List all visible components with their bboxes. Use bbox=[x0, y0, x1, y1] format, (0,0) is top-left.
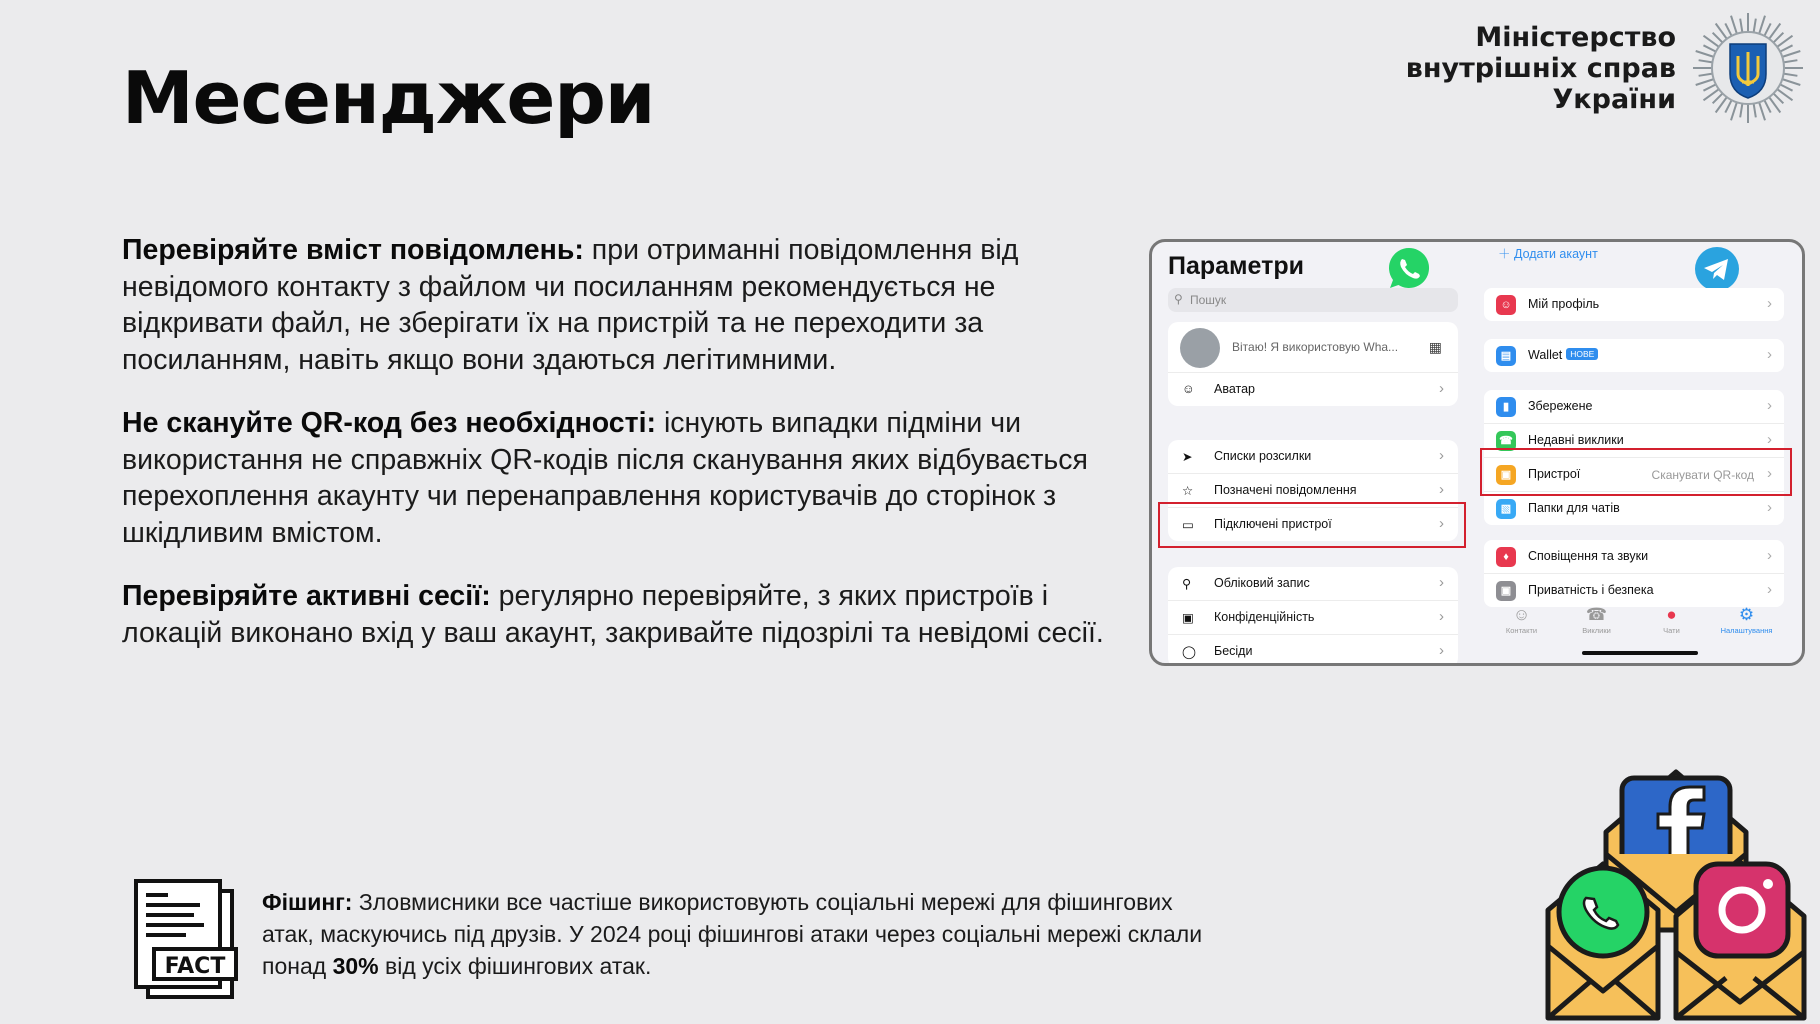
whatsapp-profile-card bbox=[1168, 322, 1458, 406]
phone-icon: ☎ bbox=[1496, 431, 1516, 451]
chevron-right-icon: › bbox=[1767, 547, 1772, 564]
chevron-right-icon: › bbox=[1439, 608, 1444, 625]
telegram-profile-card bbox=[1484, 288, 1784, 321]
instagram-envelope-icon bbox=[1676, 862, 1804, 1018]
telegram-logo-icon bbox=[1694, 246, 1740, 292]
telegram-item-label bbox=[1528, 348, 1598, 362]
highlight-devices bbox=[1480, 448, 1792, 496]
scan-qr-action[interactable]: Сканувати QR-код bbox=[1651, 468, 1754, 482]
wallet-label: Wallet bbox=[1528, 348, 1563, 362]
telegram-item-label: Сповіщення та звуки bbox=[1528, 549, 1649, 563]
phishing-text-end: від усіх фішингових атак. bbox=[378, 953, 652, 979]
section-text: існують випадки підміни чи використання не справжніх QR-кодів після сканування яких відбувається перехоплення акаунту чи перенаправлення користувачів до сторінок з шкідливим вмістом. bbox=[122, 407, 1088, 549]
whatsapp-item-label: Аватар bbox=[1214, 382, 1256, 396]
phishing-percent: 30% bbox=[332, 953, 379, 979]
settings-screenshot bbox=[1149, 239, 1805, 666]
telegram-item-label: Папки для чатів bbox=[1528, 501, 1620, 515]
tab-label: Виклики bbox=[1582, 626, 1611, 635]
tab-contacts[interactable] bbox=[1484, 604, 1559, 635]
whatsapp-item-label: Конфіденційність bbox=[1214, 610, 1315, 624]
page-title: Месенджери bbox=[122, 56, 655, 140]
profile-status: Вітаю! Я використовую Wha... bbox=[1232, 340, 1399, 354]
whatsapp-item-label: Бесіди bbox=[1214, 644, 1253, 658]
add-account-label: Додати акаунт bbox=[1513, 247, 1598, 261]
lock-icon: ▣ bbox=[1182, 611, 1194, 625]
tab-calls[interactable] bbox=[1559, 604, 1634, 635]
tab-settings[interactable] bbox=[1709, 604, 1784, 635]
folder-icon: ▧ bbox=[1496, 499, 1516, 519]
gear-icon: ⚙ bbox=[1738, 605, 1755, 624]
add-account-button[interactable] bbox=[1498, 244, 1598, 262]
whatsapp-settings-pane bbox=[1152, 242, 1474, 663]
lock-icon: ▣ bbox=[1496, 581, 1516, 601]
chevron-right-icon: › bbox=[1767, 465, 1772, 482]
contacts-icon: ☺ bbox=[1512, 605, 1531, 624]
telegram-item-folders[interactable] bbox=[1484, 492, 1784, 525]
whatsapp-item-label: Підключені пристрої bbox=[1214, 517, 1332, 531]
telegram-settings-pane bbox=[1484, 242, 1802, 663]
chevron-right-icon: › bbox=[1767, 346, 1772, 363]
chevron-right-icon: › bbox=[1767, 499, 1772, 516]
telegram-item-label: Пристрої bbox=[1528, 467, 1581, 481]
highlight-linked-devices bbox=[1158, 502, 1466, 548]
search-placeholder: Пошук bbox=[1190, 293, 1227, 307]
whatsapp-item-privacy[interactable] bbox=[1168, 601, 1458, 635]
section-text: при отриманні повідомлення від невідомого контакту з файлом чи посиланням рекомендується не відкривати файл, не зберігати їх на пристрій та не переходити за посиланням, навіть якщо вони здаються легітимними. bbox=[122, 234, 1019, 376]
devices-icon: ▣ bbox=[1496, 465, 1516, 485]
whatsapp-item-account[interactable] bbox=[1168, 567, 1458, 601]
whatsapp-item-chats[interactable] bbox=[1168, 635, 1458, 666]
plus-icon: ＋ bbox=[1498, 247, 1514, 261]
key-icon: ⚲ bbox=[1182, 577, 1192, 591]
telegram-item-privacy[interactable] bbox=[1484, 574, 1784, 607]
ministry-emblem-icon bbox=[1692, 12, 1804, 124]
avatar bbox=[1180, 328, 1220, 368]
telegram-item-saved[interactable] bbox=[1484, 390, 1784, 424]
tab-chats[interactable] bbox=[1634, 604, 1709, 635]
section-heading: Перевіряйте активні сесії: bbox=[122, 580, 491, 612]
ministry-line-2: внутрішніх справ bbox=[1405, 53, 1676, 84]
tab-label: Контакти bbox=[1505, 626, 1538, 635]
info-section-qr bbox=[122, 405, 1132, 551]
new-badge: НОВЕ bbox=[1566, 348, 1598, 360]
telegram-item-label: Приватність і безпека bbox=[1528, 583, 1654, 597]
telegram-item-notifications[interactable] bbox=[1484, 540, 1784, 574]
chevron-right-icon: › bbox=[1439, 447, 1444, 464]
chats-icon: ● bbox=[1666, 605, 1677, 624]
chevron-right-icon: › bbox=[1439, 642, 1444, 659]
telegram-wallet-card bbox=[1484, 339, 1784, 372]
bell-icon: ♦ bbox=[1496, 547, 1516, 567]
home-indicator bbox=[1582, 651, 1698, 655]
tab-label: Чати bbox=[1663, 626, 1680, 635]
telegram-item-label: Мій профіль bbox=[1528, 297, 1600, 311]
laptop-icon: ▭ bbox=[1182, 518, 1194, 532]
chevron-right-icon: › bbox=[1767, 397, 1772, 414]
whatsapp-search-input[interactable] bbox=[1168, 288, 1458, 312]
bookmark-icon: ▮ bbox=[1496, 397, 1516, 417]
whatsapp-item-avatar[interactable] bbox=[1168, 373, 1458, 406]
info-section-messages bbox=[122, 232, 1132, 378]
fact-document-icon bbox=[132, 877, 240, 1003]
whatsapp-item-broadcast[interactable] bbox=[1168, 440, 1458, 474]
qr-code-icon[interactable]: ▦ bbox=[1428, 339, 1442, 355]
chat-bubble-icon: ◯ bbox=[1182, 645, 1196, 659]
telegram-item-label: Збережене bbox=[1528, 399, 1593, 413]
chevron-right-icon: › bbox=[1439, 515, 1444, 532]
section-text: регулярно перевіряйте, з яких пристроїв і локацій виконано вхід у ваш акаунт, закривайте підозрілі та невідомі сесії. bbox=[122, 580, 1104, 649]
megaphone-icon: ➤ bbox=[1182, 450, 1193, 464]
section-heading: Перевіряйте вміст повідомлень: bbox=[122, 234, 584, 266]
social-envelopes-illustration bbox=[1542, 760, 1812, 1024]
info-section-sessions bbox=[122, 578, 1132, 651]
chevron-right-icon: › bbox=[1767, 431, 1772, 448]
chevron-right-icon: › bbox=[1439, 481, 1444, 498]
whatsapp-envelope-icon bbox=[1548, 864, 1658, 1018]
avatar-icon: ☺ bbox=[1182, 382, 1195, 396]
telegram-item-wallet[interactable] bbox=[1484, 339, 1784, 372]
phishing-text: Зловмисники все частіше використовують соціальні мережі для фішингових атак, маскуючись під друзів. У 2024 році фішингові атаки через соціальні мережі склали понад bbox=[262, 889, 1203, 979]
whatsapp-group-3 bbox=[1168, 567, 1458, 666]
telegram-group-2 bbox=[1484, 540, 1784, 607]
whatsapp-profile-row[interactable] bbox=[1168, 322, 1458, 373]
telegram-item-profile[interactable] bbox=[1484, 288, 1784, 321]
phishing-label: Фішинг: bbox=[262, 889, 353, 915]
whatsapp-logo-icon bbox=[1386, 245, 1432, 291]
phishing-note bbox=[262, 886, 1222, 982]
whatsapp-item-label: Списки розсилки bbox=[1214, 449, 1312, 463]
whatsapp-settings-title: Параметри bbox=[1168, 252, 1304, 280]
tab-label: Налаштування bbox=[1720, 626, 1773, 635]
ministry-line-1: Міністерство bbox=[1475, 22, 1676, 53]
fact-label: FACT bbox=[164, 954, 226, 979]
chevron-right-icon: › bbox=[1439, 574, 1444, 591]
section-heading: Не скануйте QR-код без необхідності: bbox=[122, 407, 657, 439]
phone-icon: ☎ bbox=[1585, 605, 1608, 624]
search-icon: ⚲ bbox=[1174, 292, 1183, 306]
profile-icon: ☺ bbox=[1496, 295, 1516, 315]
chevron-right-icon: › bbox=[1767, 295, 1772, 312]
whatsapp-item-label: Позначені повідомлення bbox=[1214, 483, 1357, 497]
star-icon: ☆ bbox=[1182, 484, 1194, 498]
chevron-right-icon: › bbox=[1767, 581, 1772, 598]
ministry-line-3: України bbox=[1552, 84, 1676, 115]
ministry-name bbox=[1406, 22, 1676, 115]
whatsapp-item-label: Обліковий запис bbox=[1214, 576, 1310, 590]
chevron-right-icon: › bbox=[1439, 380, 1444, 397]
wallet-icon: ▤ bbox=[1496, 346, 1516, 366]
telegram-item-label: Недавні виклики bbox=[1528, 433, 1624, 447]
